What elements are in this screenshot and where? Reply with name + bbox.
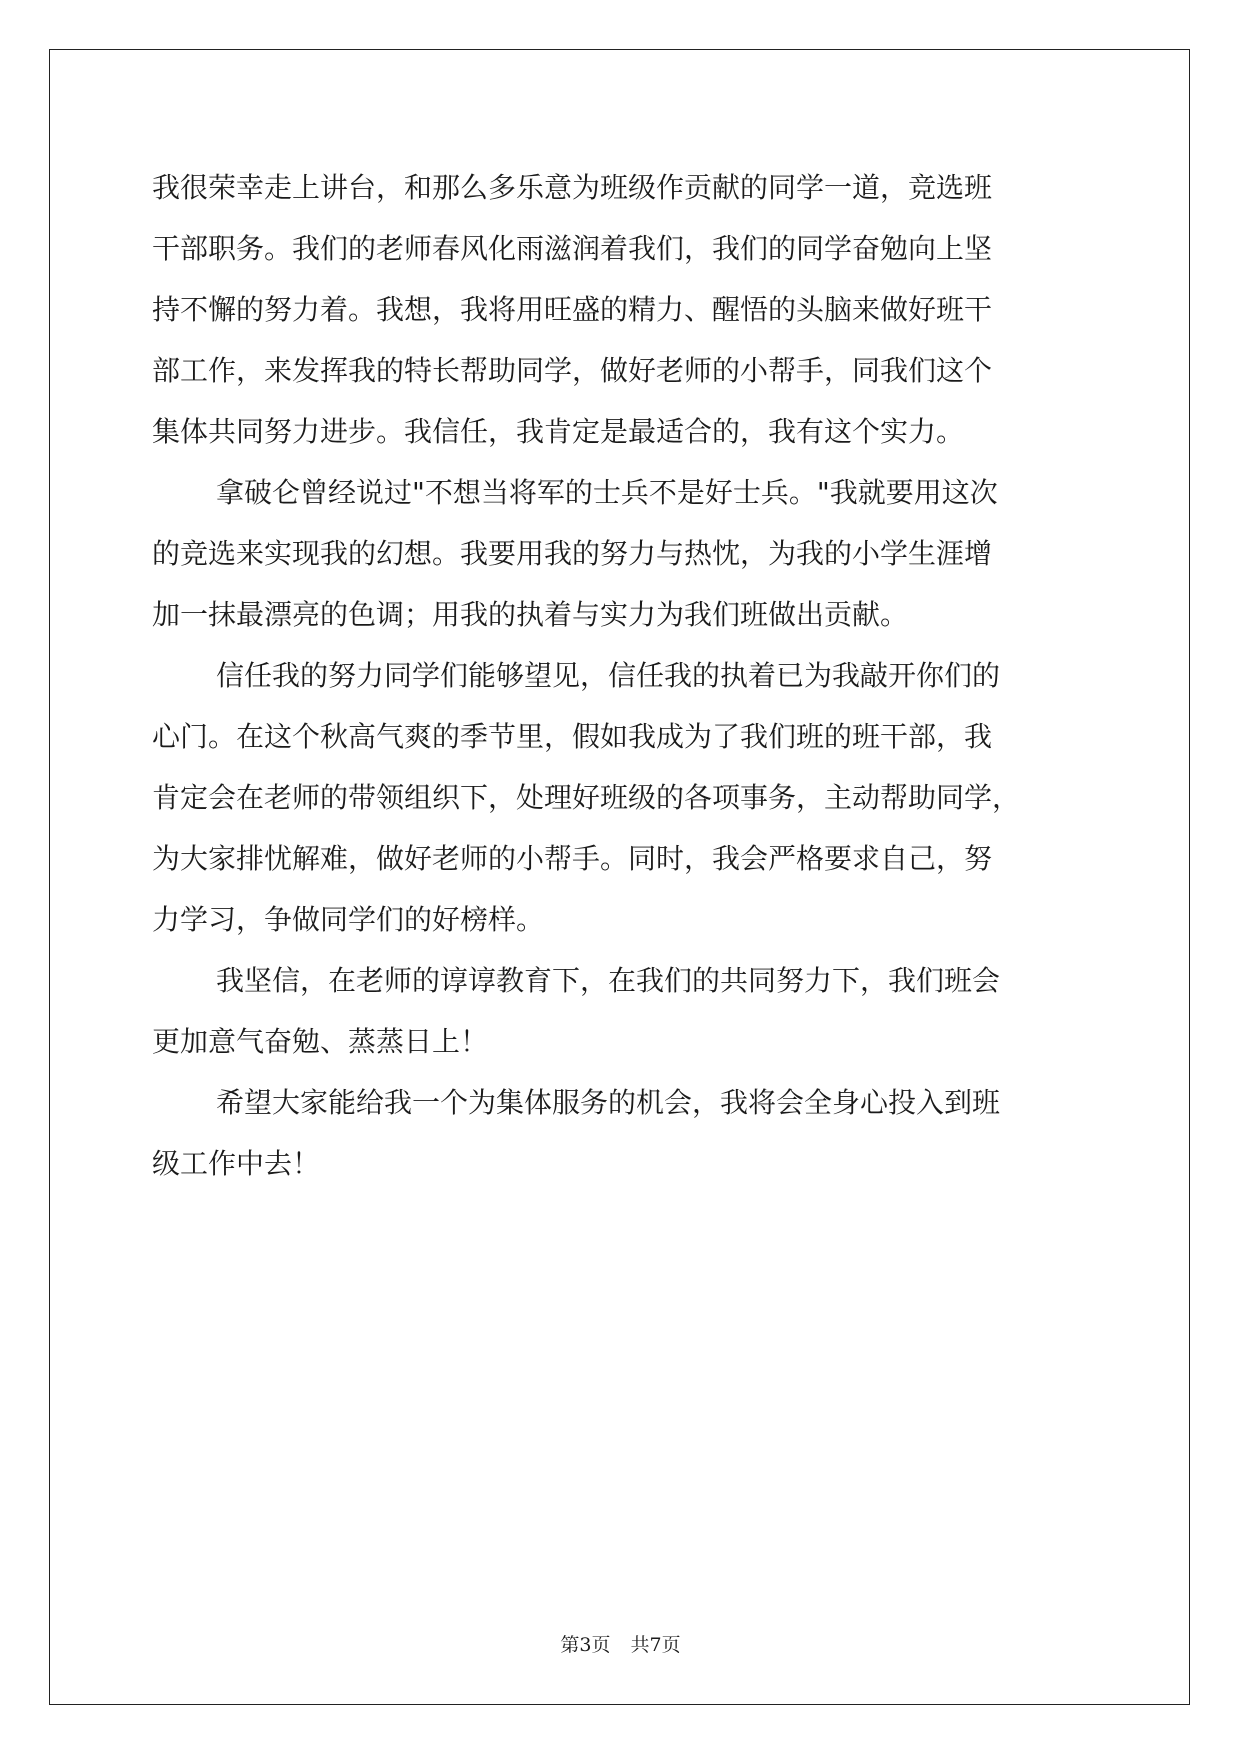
text-line: 信任我的努力同学们能够望见，信任我的执着已为我敲开你们的 <box>216 659 1001 692</box>
page-footer <box>0 1630 1241 1660</box>
text-line: 为大家排忧解难，做好老师的小帮手。同时，我会严格要求自己，努 <box>152 842 993 875</box>
text-line: 力学习，争做同学们的好榜样。 <box>152 903 545 936</box>
text-line: 的竞选来实现我的幻想。我要用我的努力与热忱，为我的小学生涯增 <box>152 537 993 570</box>
text-line: 部工作，来发挥我的特长帮助同学，做好老师的小帮手，同我们这个 <box>152 354 993 387</box>
text-line: 拿破仑曾经说过"不想当将军的士兵不是好士兵。"我就要用这次 <box>216 476 998 509</box>
text-line: 心门。在这个秋高气爽的季节里，假如我成为了我们班的班干部，我 <box>152 720 993 753</box>
text-line: 级工作中去！ <box>152 1147 321 1180</box>
document-body <box>152 157 1092 1194</box>
page-total: 共7页 <box>630 1634 681 1656</box>
page-number: 第3页 <box>560 1634 611 1656</box>
text-line: 集体共同努力进步。我信任，我肯定是最适合的，我有这个实力。 <box>152 415 965 448</box>
text-line: 干部职务。我们的老师春风化雨滋润着我们，我们的同学奋勉向上坚 <box>152 232 993 265</box>
text-line: 我坚信，在老师的谆谆教育下，在我们的共同努力下，我们班会 <box>216 964 1001 997</box>
text-line: 我很荣幸走上讲台，和那么多乐意为班级作贡献的同学一道，竞选班 <box>152 171 993 204</box>
text-line: 肯定会在老师的带领组织下，处理好班级的各项事务，主动帮助同学， <box>152 781 1021 814</box>
text-line: 持不懈的努力着。我想，我将用旺盛的精力、醒悟的头脑来做好班干 <box>152 293 993 326</box>
text-line: 更加意气奋勉、蒸蒸日上！ <box>152 1025 489 1058</box>
text-line: 加一抹最漂亮的色调；用我的执着与实力为我们班做出贡献。 <box>152 598 909 631</box>
text-line: 希望大家能给我一个为集体服务的机会，我将会全身心投入到班 <box>216 1086 1001 1119</box>
